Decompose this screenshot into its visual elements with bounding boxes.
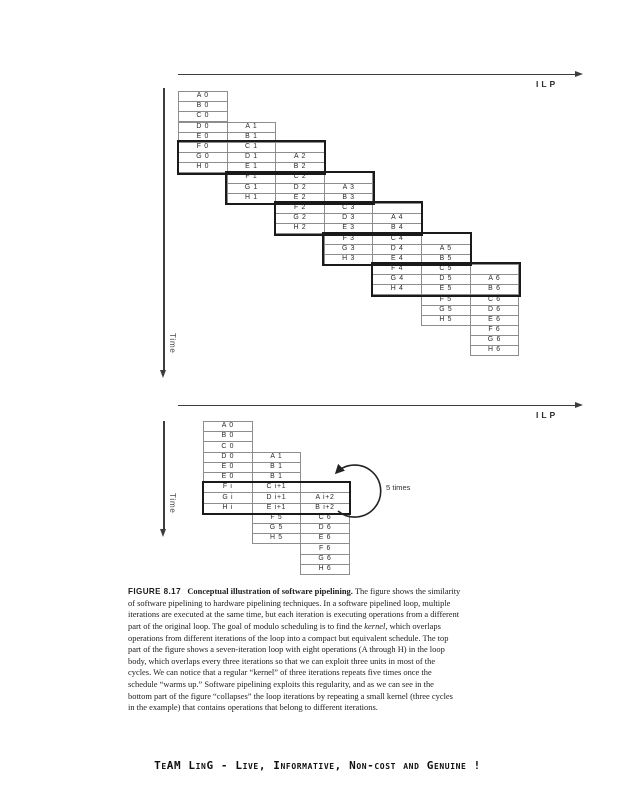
caption-text: schedule “warms up.” Software pipelining exploits this regularity, and as we can see in the <box>128 679 434 690</box>
caption-text: body, which overlaps every three iterations so that we can exploit three units in most of the <box>128 655 436 666</box>
down-arrow-icon <box>160 370 166 378</box>
schedule-cell: D 2 <box>275 183 325 194</box>
caption-text: bottom part of the figure “collapses” the loop iterations by repeating a small kernel (three cycles <box>128 690 453 701</box>
schedule-cell: B 4 <box>372 223 422 234</box>
schedule-cell: B 5 <box>421 254 471 265</box>
schedule-cell: E 0 <box>203 472 253 483</box>
schedule-cell: A 2 <box>275 152 325 163</box>
time-axis-label-top: Time <box>168 333 177 354</box>
schedule-cell: C 0 <box>178 111 228 122</box>
schedule-cell: G 0 <box>178 152 228 163</box>
schedule-cell: A 1 <box>227 122 277 133</box>
schedule-cell: E 2 <box>275 193 325 204</box>
schedule-cell: F 6 <box>300 543 350 554</box>
schedule-cell: A 6 <box>470 274 520 285</box>
schedule-cell: A 3 <box>324 183 374 194</box>
schedule-cell: H 1 <box>227 193 277 204</box>
schedule-cell: B i+2 <box>300 503 350 514</box>
caption-text: part of the figure shows a seven-iteration loop with eight operations (A through H) in the loop <box>128 644 445 655</box>
schedule-cell: D 1 <box>227 152 277 163</box>
time-axis-bottom <box>163 421 165 530</box>
schedule-cell: D 6 <box>300 523 350 534</box>
caption-text: FIGURE 8.17 <box>128 587 181 596</box>
schedule-cell: E 6 <box>470 315 520 326</box>
caption-text: in the example) that contains operations that belong to different iterations. <box>128 702 378 713</box>
ilp-axis-label-bottom: ILP <box>536 410 559 420</box>
schedule-cell: H 0 <box>178 162 228 173</box>
schedule-cell: F 5 <box>252 513 302 524</box>
schedule-cell: A 5 <box>421 244 471 255</box>
schedule-cell: D 3 <box>324 213 374 224</box>
right-arrow-icon <box>575 402 583 408</box>
caption-text: part of the original loop. The goal of modulo scheduling is to find the <box>128 620 365 631</box>
schedule-cell: D 4 <box>372 244 422 255</box>
schedule-cell: B 1 <box>252 462 302 473</box>
caption-line <box>128 667 520 679</box>
loop-count-label: 5 times <box>386 483 411 492</box>
schedule-cell: G 1 <box>227 183 277 194</box>
caption-text: The figure shows the similarity <box>352 586 461 596</box>
caption-text: iterations are executed at the same time, but each iteration is executing operations from a different <box>128 609 460 620</box>
schedule-cell: C 1 <box>227 142 277 153</box>
schedule-cell: D 0 <box>178 122 228 133</box>
schedule-cell: E 5 <box>421 284 471 295</box>
schedule-cell: D i+1 <box>252 492 302 503</box>
schedule-cell: B 6 <box>470 284 520 295</box>
schedule-cell: D 0 <box>203 452 253 463</box>
schedule-cell: C 3 <box>324 203 374 214</box>
caption-text: kernel <box>364 620 386 631</box>
schedule-cell: H 3 <box>324 254 374 265</box>
schedule-cell: H 5 <box>252 533 302 544</box>
schedule-cell: A i+2 <box>300 492 350 503</box>
schedule-cell: G 2 <box>275 213 325 224</box>
ilp-axis-label-top: ILP <box>536 79 559 89</box>
schedule-cell: F 0 <box>178 142 228 153</box>
schedule-cell: F 4 <box>372 264 422 275</box>
caption-line <box>128 644 520 656</box>
time-axis-top <box>163 88 165 371</box>
schedule-cell: E 3 <box>324 223 374 234</box>
schedule-cell: E 6 <box>300 533 350 544</box>
caption-line <box>128 679 520 691</box>
schedule-cell: E 4 <box>372 254 422 265</box>
caption-line <box>128 609 520 621</box>
schedule-cell: B 1 <box>252 472 302 483</box>
caption-line <box>128 633 520 645</box>
schedule-cell: G 6 <box>470 335 520 346</box>
schedule-cell: A 0 <box>203 421 253 432</box>
schedule-cell: F 1 <box>227 172 277 183</box>
caption-line <box>128 656 520 668</box>
schedule-cell: H 4 <box>372 284 422 295</box>
schedule-cell: F 6 <box>470 325 520 336</box>
schedule-cell: H 6 <box>300 564 350 575</box>
schedule-cell: H 6 <box>470 345 520 356</box>
schedule-cell: D 6 <box>470 305 520 316</box>
schedule-cell: C 4 <box>372 233 422 244</box>
figure-caption <box>128 586 520 714</box>
schedule-cell: E 0 <box>203 462 253 473</box>
caption-text: operations from different iterations of the loop into a compact but equivalent schedule. The top <box>128 632 449 643</box>
caption-line <box>128 598 520 610</box>
schedule-cell: H 5 <box>421 315 471 326</box>
schedule-cell: C 6 <box>470 294 520 305</box>
schedule-cell: G i <box>203 492 253 503</box>
schedule-cell: C 6 <box>300 513 350 524</box>
schedule-cell: B 1 <box>227 132 277 143</box>
schedule-cell: B 0 <box>178 101 228 112</box>
schedule-cell: F 2 <box>275 203 325 214</box>
schedule-cell: C 2 <box>275 172 325 183</box>
caption-text: cycles. We can notice that a regular “kernel” of three iterations repeats five times once the <box>128 667 432 678</box>
caption-text: of software pipelining to hardware pipelining techniques. In a software pipelined loop, multiple <box>128 597 451 608</box>
caption-line <box>128 586 520 598</box>
schedule-cell: E 0 <box>178 132 228 143</box>
schedule-cell: C 0 <box>203 441 253 452</box>
schedule-cell: C i+1 <box>252 482 302 493</box>
schedule-cell: F 3 <box>324 233 374 244</box>
schedule-cell: G 6 <box>300 554 350 565</box>
time-axis-label-bottom: Time <box>168 493 177 514</box>
schedule-cell: D 5 <box>421 274 471 285</box>
right-arrow-icon <box>575 71 583 77</box>
schedule-cell: E 1 <box>227 162 277 173</box>
schedule-cell: B 3 <box>324 193 374 204</box>
ilp-axis-bottom <box>178 405 576 406</box>
schedule-cell: H 2 <box>275 223 325 234</box>
caption-text: Conceptual illustration of software pipelining. <box>187 586 353 596</box>
loop-arrow-icon <box>315 450 425 535</box>
schedule-cell: G 5 <box>421 305 471 316</box>
schedule-cell: C 5 <box>421 264 471 275</box>
schedule-cell: F 5 <box>421 294 471 305</box>
schedule-cell: H i <box>203 503 253 514</box>
caption-line <box>128 691 520 703</box>
schedule-cell: G 4 <box>372 274 422 285</box>
schedule-cell: G 5 <box>252 523 302 534</box>
down-arrow-icon <box>160 529 166 537</box>
schedule-cell: B 2 <box>275 162 325 173</box>
caption-text: , which overlaps <box>385 620 441 631</box>
schedule-cell: B 0 <box>203 431 253 442</box>
schedule-cell: A 1 <box>252 452 302 463</box>
caption-line <box>128 621 520 633</box>
schedule-cell: F i <box>203 482 253 493</box>
schedule-cell: E i+1 <box>252 503 302 514</box>
schedule-cell: G 3 <box>324 244 374 255</box>
ilp-axis-top <box>178 74 576 75</box>
caption-line <box>128 702 520 714</box>
footer-watermark: TeAM LinG - Live, Informative, Non-cost and Genuine ! <box>154 759 481 772</box>
schedule-cell: A 4 <box>372 213 422 224</box>
schedule-cell: A 0 <box>178 91 228 102</box>
